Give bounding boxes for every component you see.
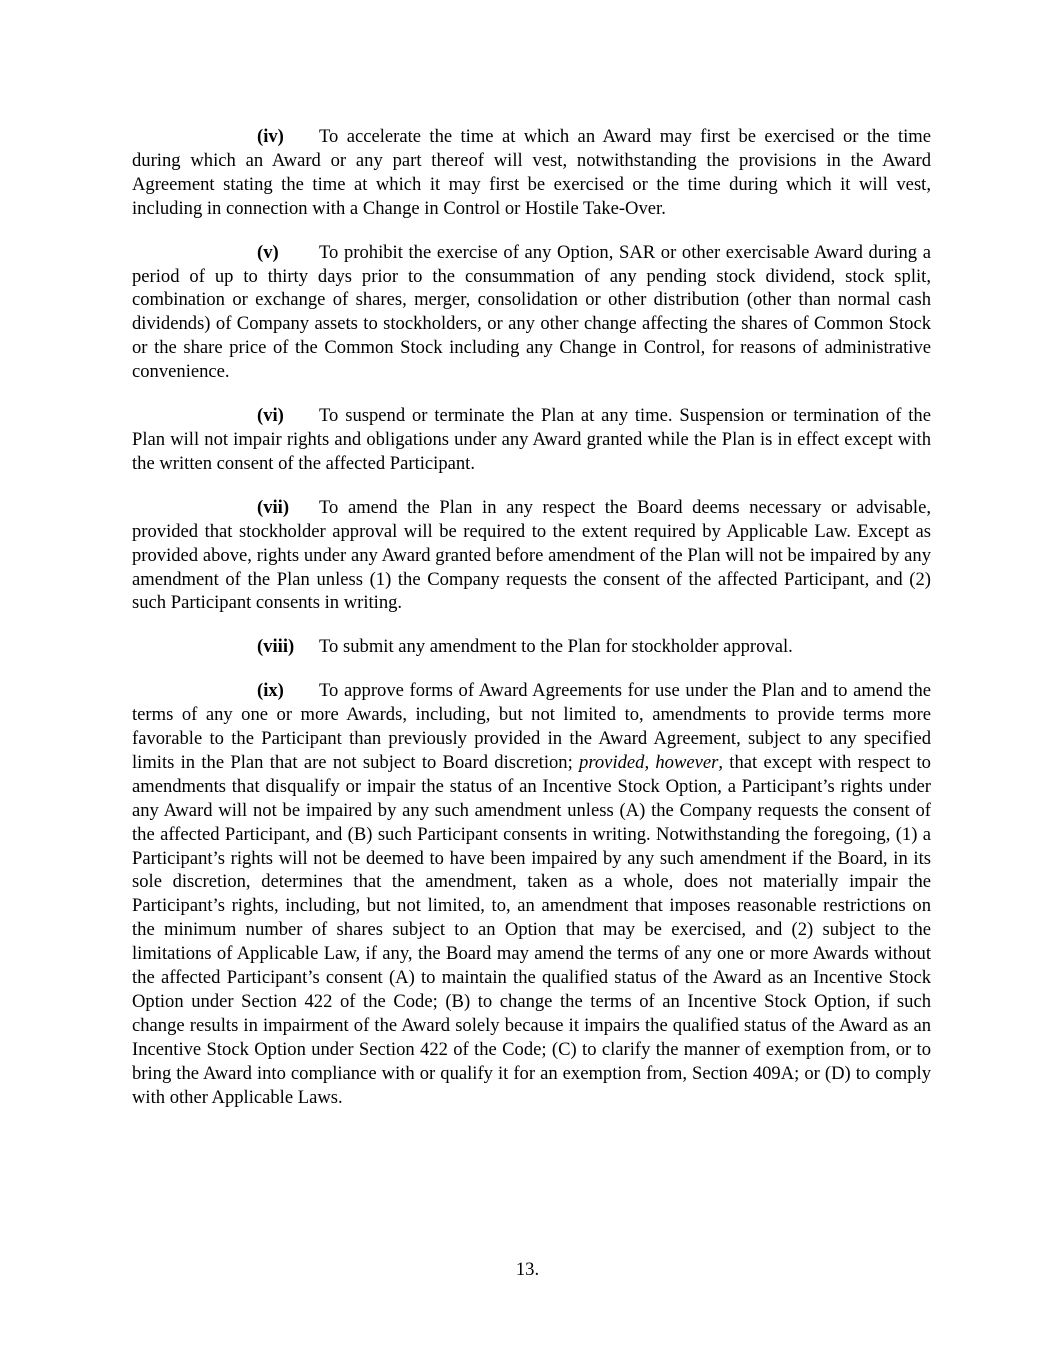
clause-label: (viii) (257, 636, 295, 658)
clause-ix (132, 679, 931, 1109)
clause-v (132, 241, 931, 384)
document-body (132, 125, 931, 1130)
clause-vii (132, 496, 931, 616)
clause-text: To amend the Plan in any respect the Board deems necessary or advisable, provided that stockholder approval will be required to the extent required by Applicable Law. Except as provided above, rights under any Award granted before amendment of the Plan will not be impaired by any amendment of the Plan unless (1) the Company requests the consent of the affected Participant, and (2) such Participant consents in writing. (132, 496, 931, 614)
clause-text: To accelerate the time at which an Award may first be exercised or the time during which an Award or any part thereof will vest, notwithstanding the provisions in the Award Agreement stating the time at which it may first be exercised or the time during which it will vest, including in connection with a Change in Control or Hostile Take-Over. (132, 126, 931, 219)
clause-text: To approve forms of Award Agreements for use under the Plan and to amend the terms of any one or more Awards, including, but not limited to, amendments to provide terms more favorable to the Participant than previously provided in the Award Agreement, subject to any specified limits in the Plan that are not subject to Board discretion; (132, 680, 931, 773)
clause-italic-phrase: provided, however (579, 751, 719, 773)
clause-label: (ix) (257, 680, 284, 702)
page-number: 13. (515, 1259, 540, 1280)
clause-text: To submit any amendment to the Plan for stockholder approval. (319, 636, 793, 658)
clause-text: To suspend or terminate the Plan at any time. Suspension or termination of the Plan will not impair rights and obligations under any Award granted while the Plan is in effect except with the written consent of the affected Participant. (132, 405, 931, 474)
clause-label: (iv) (257, 126, 284, 147)
clause-vi (132, 404, 931, 476)
clause-label: (vii) (257, 496, 290, 518)
clause-text-continued: , that except with respect to amendments that disqualify or impair the status of an Incentive Stock Option, a Participant’s rights under any Award will not be impaired by any such amendment unless (A) the Company requests the consent of the affected Participant, and (B) such Participant consents in writing. Notwithstanding the foregoing, (1) a Participant’s rights will not be deemed to have been impaired by any such amendment if the Board, in its sole discretion, determines that the amendment, taken as a whole, does not materially impair the Participant’s rights, including, but not limited, to, an amendment that imposes reasonable restrictions on the minimum number of shares subject to an Option that may be exercised, and (2) subject to the limitations of Applicable Law, if any, the Board may amend the terms of any one or more Awards without the affected Participant’s consent (A) to maintain the qualified status of the Award as an Incentive Stock Option under Section 422 of the Code; (B) to change the terms of an Incentive Stock Option, if such change results in impairment of the Award solely because it impairs the qualified status of the Award as an Incentive Stock Option under Section 422 of the Code; (C) to clarify the manner of exemption from, or to bring the Award into compliance with or qualify it for an exemption from, Section 409A; or (D) to comply with other Applicable Laws. (132, 751, 931, 1108)
clause-label: (vi) (257, 405, 284, 427)
clause-viii (132, 635, 931, 659)
clause-label: (v) (257, 241, 279, 263)
clause-text: To prohibit the exercise of any Option, SAR or other exercisable Award during a period of up to thirty days prior to the consummation of any pending stock dividend, stock split, combination or exchange of shares, merger, consolidation or other distribution (other than normal cash dividends) of Company assets to stockholders, or any other change affecting the shares of Common Stock or the share price of the Common Stock including any Change in Control, for reasons of administrative convenience. (132, 241, 931, 383)
clause-iv (132, 125, 931, 221)
